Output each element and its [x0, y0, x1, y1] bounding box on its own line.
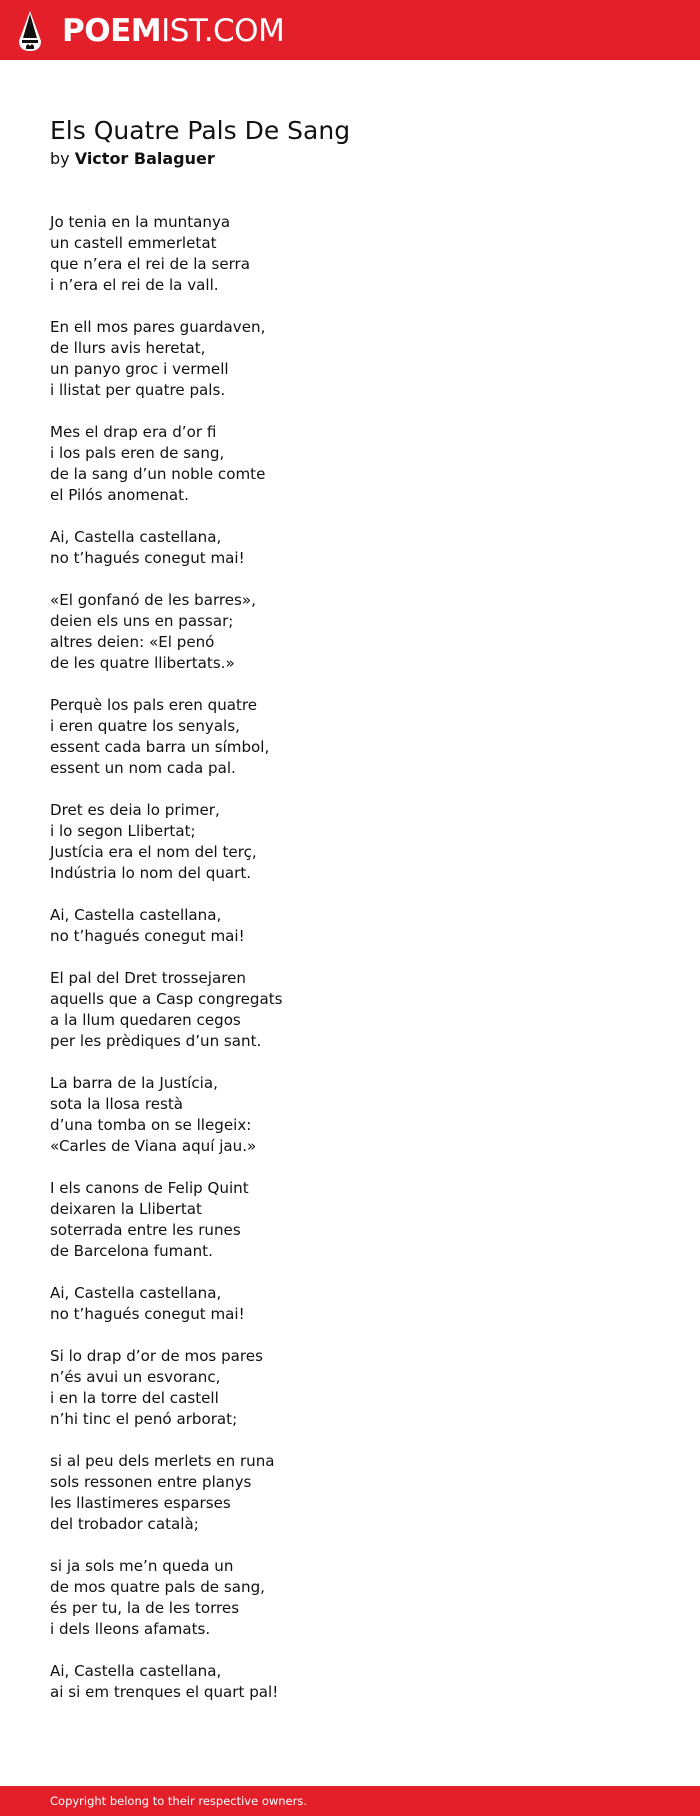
stanza-1: [50, 212, 650, 296]
poem-line: a la llum quedaren cegos: [50, 1011, 241, 1029]
poem-line: de les quatre llibertats.»: [50, 654, 235, 672]
site-footer: [0, 1786, 700, 1816]
poem-line: El pal del Dret trossejaren: [50, 969, 246, 987]
stanza-11: [50, 1178, 650, 1262]
poem-line: d’una tomba on se llegeix:: [50, 1116, 252, 1134]
poem-line: de mos quatre pals de sang,: [50, 1578, 265, 1596]
poem-line: «Carles de Viana aquí jau.»: [50, 1137, 257, 1155]
poem-line: i eren quatre los senyals,: [50, 717, 240, 735]
poem-line: Indústria lo nom del quart.: [50, 864, 252, 882]
poem-line: Ai, Castella castellana,: [50, 528, 222, 546]
poem-line: La barra de la Justícia,: [50, 1074, 218, 1092]
poem-line: del trobador català;: [50, 1515, 199, 1533]
site-logo-strong: POEM: [62, 12, 162, 49]
site-logo-link[interactable]: [18, 9, 284, 53]
poem-line: i en la torre del castell: [50, 1389, 219, 1407]
poem-line: de Barcelona fumant.: [50, 1242, 213, 1260]
poem-body: [50, 212, 650, 1703]
poem-line: deien els uns en passar;: [50, 612, 234, 630]
poem-line: sols ressonen entre planys: [50, 1473, 252, 1491]
poem-line: «El gonfanó de les barres»,: [50, 591, 256, 609]
poem-line: i los pals eren de sang,: [50, 444, 225, 462]
final-refrain: [50, 1661, 650, 1703]
stanza-3: [50, 422, 650, 506]
poem-line: i n’era el rei de la vall.: [50, 276, 219, 294]
author-name: Victor Balaguer: [74, 149, 215, 168]
poem-line: per les prèdiques d’un sant.: [50, 1032, 262, 1050]
poem-line: no t’hagués conegut mai!: [50, 927, 245, 945]
stanza-6: [50, 695, 650, 779]
poem-line: Ai, Castella castellana,: [50, 1284, 222, 1302]
poem-line: que n’era el rei de la serra: [50, 255, 251, 273]
poem-line: En ell mos pares guardaven,: [50, 318, 266, 336]
stanza-14: [50, 1451, 650, 1535]
poem-line: n’hi tinc el penó arborat;: [50, 1410, 238, 1428]
poem-line: Si lo drap d’or de mos pares: [50, 1347, 263, 1365]
site-logo-light: IST.COM: [161, 12, 285, 49]
byline-label: by: [50, 149, 70, 168]
poem-line: deixaren la Llibertat: [50, 1200, 202, 1218]
poem-line: I els canons de Felip Quint: [50, 1179, 249, 1197]
poem-line: no t’hagués conegut mai!: [50, 549, 245, 567]
site-header: [0, 0, 700, 60]
poem-line: Justícia era el nom del terç,: [50, 843, 257, 861]
poem-line: Dret es deia lo primer,: [50, 801, 220, 819]
poem-line: ai si em trenques el quart pal!: [50, 1683, 279, 1701]
poem-line: altres deien: «El penó: [50, 633, 215, 651]
stanza-9: [50, 968, 650, 1052]
poem-line: soterrada entre les runes: [50, 1221, 241, 1239]
poem-line: sota la llosa restà: [50, 1095, 184, 1113]
poem-line: si ja sols me’n queda un: [50, 1557, 234, 1575]
refrain-2: [50, 905, 650, 947]
poem-line: aquells que a Casp congregats: [50, 990, 283, 1008]
poem-line: Ai, Castella castellana,: [50, 906, 222, 924]
poem-line: és per tu, la de les torres: [50, 1599, 240, 1617]
poem-line: Mes el drap era d’or fi: [50, 423, 217, 441]
poem-line: i dels lleons afamats.: [50, 1620, 211, 1638]
copyright-text: Copyright belong to their respective owners.: [50, 1794, 308, 1808]
poem-line: si al peu dels merlets en runa: [50, 1452, 275, 1470]
poem-title: Els Quatre Pals De Sang: [50, 116, 351, 145]
refrain-3: [50, 1283, 650, 1325]
stanza-10: [50, 1073, 650, 1157]
site-logo-text: [62, 12, 285, 49]
poem-line: un castell emmerletat: [50, 234, 217, 252]
poem-line: Perquè los pals eren quatre: [50, 696, 258, 714]
poem-line: i lo segon Llibertat;: [50, 822, 196, 840]
poem-line: el Pilós anomenat.: [50, 486, 189, 504]
poem-line: Jo tenia en la muntanya: [50, 213, 231, 231]
poem-line: n’és avui un esvoranc,: [50, 1368, 221, 1386]
poem-byline: [50, 148, 650, 170]
refrain-1: [50, 527, 650, 569]
stanza-15: [50, 1556, 650, 1640]
poem-content: [50, 115, 650, 1724]
stanza-7: [50, 800, 650, 884]
poem-line: essent un nom cada pal.: [50, 759, 236, 777]
poem-line: no t’hagués conegut mai!: [50, 1305, 245, 1323]
poem-line: un panyo groc i vermell: [50, 360, 229, 378]
stanza-13: [50, 1346, 650, 1430]
poem-line: i llistat per quatre pals.: [50, 381, 226, 399]
stanza-5: [50, 590, 650, 674]
pen-nib-icon: [18, 10, 42, 52]
poem-line: de la sang d’un noble comte: [50, 465, 266, 483]
poem-line: les llastimeres esparses: [50, 1494, 231, 1512]
stanza-2: [50, 317, 650, 401]
poem-line: Ai, Castella castellana,: [50, 1662, 222, 1680]
poem-line: essent cada barra un símbol,: [50, 738, 270, 756]
poem-line: de llurs avis heretat,: [50, 339, 206, 357]
